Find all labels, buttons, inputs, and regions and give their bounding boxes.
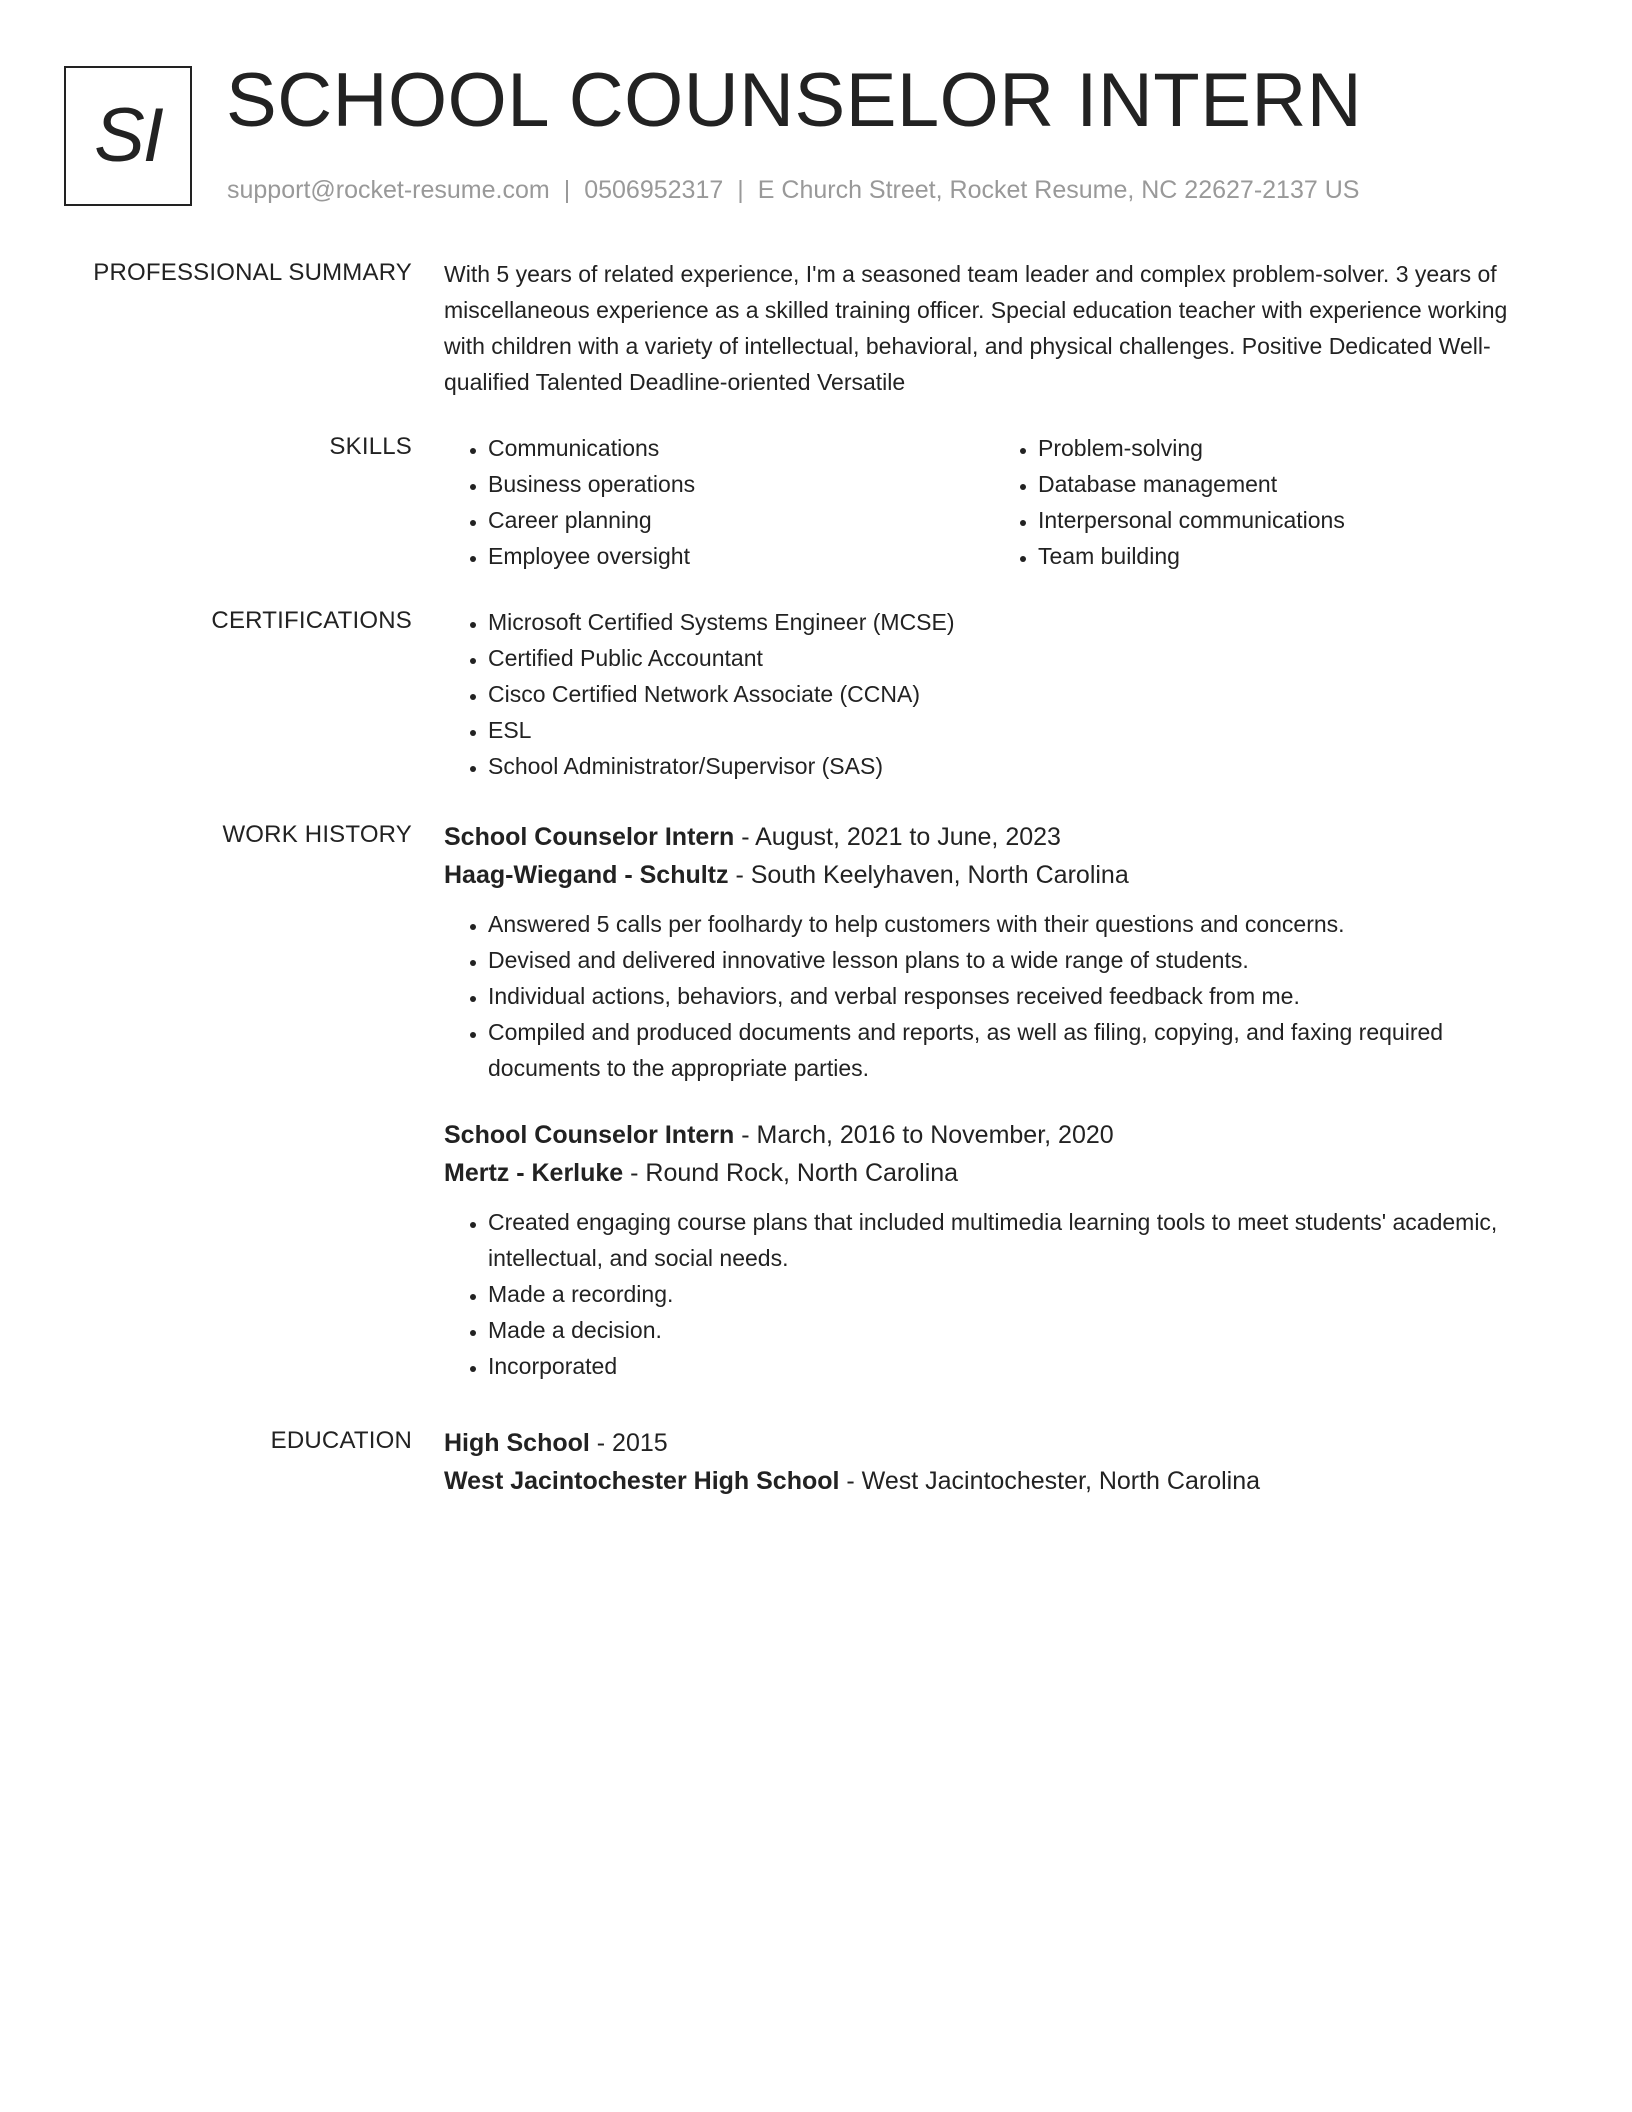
list-item: • Created engaging course plans that included multimedia learning tools to meet students' academic, intellectual, and social needs. <box>488 1204 1544 1276</box>
list-item: • Communications <box>488 430 994 466</box>
job-dates: - March, 2016 to November, 2020 <box>734 1121 1114 1149</box>
list-item: • Team building <box>1038 538 1544 574</box>
list-item: • Interpersonal communications <box>1038 502 1544 538</box>
list-item: • Business operations <box>488 466 994 502</box>
contact-phone: 0506952317 <box>584 176 724 204</box>
list-item: • Made a recording. <box>488 1276 1544 1312</box>
job-title: School Counselor Intern <box>444 823 735 851</box>
list-item: • Individual actions, behaviors, and verbal responses received feedback from me. <box>488 978 1544 1014</box>
job-title: School Counselor Intern <box>444 1121 735 1149</box>
list-item: • Compiled and produced documents and reports, as well as filing, copying, and faxing required documents to the appropriate parties. <box>488 1014 1544 1086</box>
contact-separator: | <box>737 176 744 204</box>
list-item: • School Administrator/Supervisor (SAS) <box>488 748 1544 784</box>
contact-email: support@rocket-resume.com <box>227 176 550 204</box>
list-item: • Database management <box>1038 466 1544 502</box>
education-year: - 2015 <box>589 1429 668 1457</box>
education-school-line <box>444 1462 1544 1500</box>
summary-text: With 5 years of related experience, I'm a seasoned team leader and complex problem-solver. 3 years of miscellaneous experience as a skilled training officer. Special education teacher with experience working with children with a variety of intellectual, behavioral, and physical challenges. Positive Dedicated Well-qualified Talented Deadline-oriented Versatile <box>444 261 1508 395</box>
skills-list-right <box>994 430 1544 574</box>
list-item: • Made a decision. <box>488 1312 1544 1348</box>
job-company-line <box>444 856 1544 894</box>
job-location: - Round Rock, North Carolina <box>623 1159 959 1187</box>
list-item: • Career planning <box>488 502 994 538</box>
job-bullet-list <box>444 906 1544 1086</box>
monogram-initials: SI <box>94 93 162 178</box>
skills-body <box>444 430 1544 574</box>
list-item: • Problem-solving <box>1038 430 1544 466</box>
summary-body <box>444 256 1544 400</box>
list-item: • Cisco Certified Network Associate (CCNA) <box>488 676 1544 712</box>
skills-list-left <box>444 430 994 574</box>
section-heading-work-history: WORK HISTORY <box>222 821 412 848</box>
job-bullet-list <box>444 1204 1544 1384</box>
list-item: • Answered 5 calls per foolhardy to help customers with their questions and concerns. <box>488 906 1544 942</box>
list-item: • Incorporated <box>488 1348 1544 1384</box>
contact-line <box>227 174 1359 206</box>
monogram-logo <box>64 66 192 206</box>
job-title-line <box>444 1116 1544 1154</box>
education-degree: High School <box>444 1429 590 1457</box>
contact-address: E Church Street, Rocket Resume, NC 22627-2137 US <box>757 176 1360 204</box>
education-school: West Jacintochester High School <box>444 1467 840 1495</box>
job-location: - South Keelyhaven, North Carolina <box>728 861 1129 889</box>
certifications-list <box>444 604 1544 784</box>
education-degree-line <box>444 1424 1544 1462</box>
job-company: Mertz - Kerluke <box>444 1159 624 1187</box>
resume-title: SCHOOL COUNSELOR INTERN <box>226 58 1363 143</box>
list-item: • ESL <box>488 712 1544 748</box>
job-company-line <box>444 1154 1544 1192</box>
job-entry <box>444 1116 1544 1384</box>
section-heading-skills: SKILLS <box>329 433 412 460</box>
section-heading-education: EDUCATION <box>270 1427 412 1454</box>
list-item: • Certified Public Accountant <box>488 640 1544 676</box>
education-body <box>444 1424 1544 1500</box>
section-heading-certifications: CERTIFICATIONS <box>211 607 412 634</box>
work-history-body <box>444 818 1544 1384</box>
job-title-line <box>444 818 1544 856</box>
section-heading-summary: PROFESSIONAL SUMMARY <box>93 259 412 286</box>
job-company: Haag-Wiegand - Schultz <box>444 861 729 889</box>
education-location: - West Jacintochester, North Carolina <box>839 1467 1261 1495</box>
certifications-body <box>444 604 1544 784</box>
job-dates: - August, 2021 to June, 2023 <box>734 823 1061 851</box>
job-entry <box>444 818 1544 1086</box>
list-item: • Employee oversight <box>488 538 994 574</box>
list-item: • Devised and delivered innovative lesson plans to a wide range of students. <box>488 942 1544 978</box>
contact-separator: | <box>563 176 571 204</box>
list-item: • Microsoft Certified Systems Engineer (MCSE) <box>488 604 1544 640</box>
